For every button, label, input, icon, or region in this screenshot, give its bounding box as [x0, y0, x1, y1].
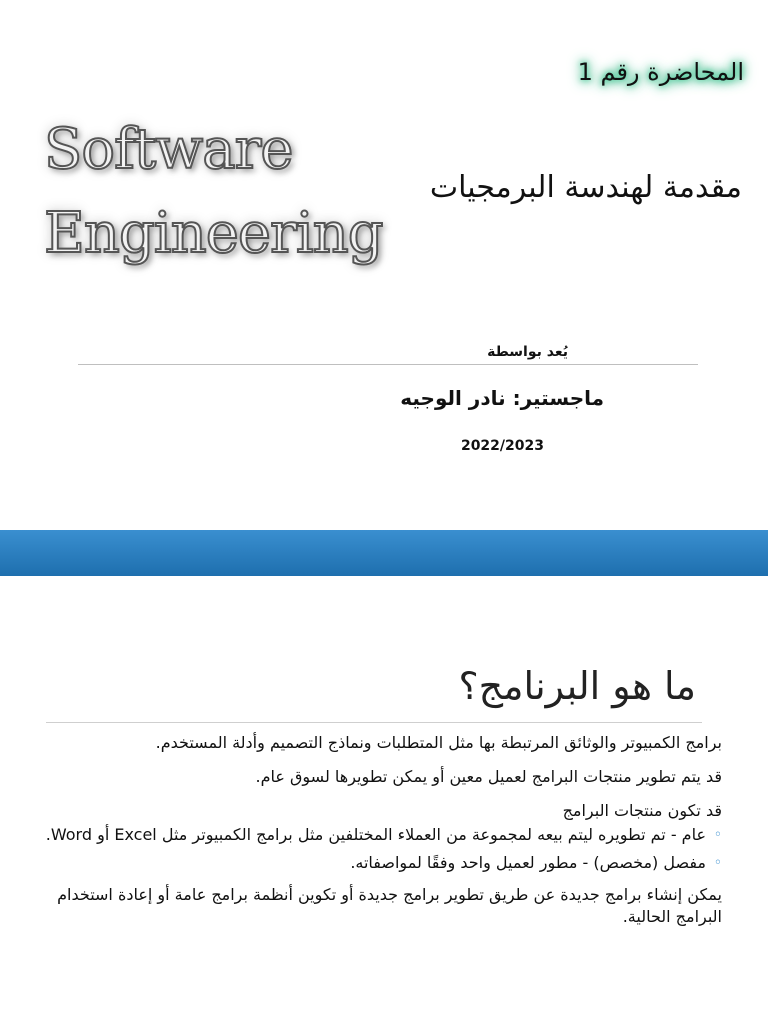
academic-year: 2022/2023 — [460, 438, 544, 454]
bullet-custom-text: مفصل (مخصص) - مطور لعميل واحد وفقًا لمواصفاته. — [350, 853, 706, 872]
list-item — [30, 852, 722, 874]
slide-separator-band — [0, 530, 768, 576]
title-line-engineering: Engineering — [44, 201, 383, 266]
slide-title: ما هو البرنامج؟ — [458, 664, 696, 708]
bullet-generic-text: عام - تم تطويره ليتم بيعه لمجموعة من العملاء المختلفين مثل برامج الكمبيوتر مثل Excel أو Word. — [45, 825, 706, 844]
circle-bullet-icon: ◦ — [713, 827, 722, 843]
paragraph-product-types: قد تكون منتجات البرامج — [562, 801, 722, 820]
prepared-by-label: يُعد بواسطة — [487, 344, 568, 360]
title-underline — [46, 722, 702, 723]
software-engineering-wordart — [44, 108, 383, 276]
paragraph-closing: يمكن إنشاء برامج جديدة عن طريق تطوير برامج جديدة أو تكوين أنظمة برامج عامة أو إعادة استخدام البرامج الحالية. — [57, 885, 722, 926]
paragraph-definition: برامج الكمبيوتر والوثائق المرتبطة بها مثل المتطلبات ونماذج التصميم وأدلة المستخدم. — [155, 733, 722, 752]
circle-bullet-icon: ◦ — [713, 855, 722, 871]
slide-body — [30, 732, 722, 940]
arabic-course-title: مقدمة لهندسة البرمجيات — [429, 170, 742, 205]
lecture-number-badge: المحاضرة رقم 1 — [577, 58, 744, 86]
list-item — [30, 824, 722, 846]
author-name: ماجستير: نادر الوجيه — [400, 386, 604, 410]
title-line-software: Software — [44, 117, 293, 182]
paragraph-development: قد يتم تطوير منتجات البرامج لعميل معين أو يمكن تطويرها لسوق عام. — [255, 767, 722, 786]
product-types-list — [30, 824, 722, 874]
divider-line — [78, 364, 698, 365]
content-slide — [0, 576, 768, 1024]
